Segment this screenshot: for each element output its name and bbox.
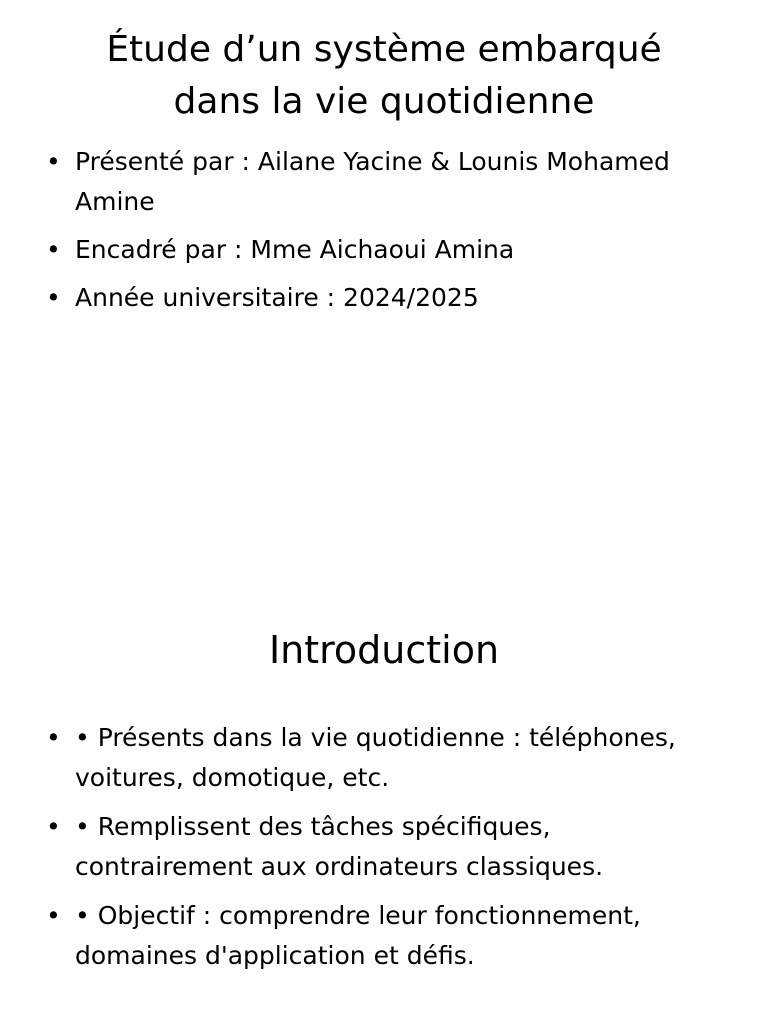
bullet-text-supervisor: Encadré par : Mme Aichaoui Amina (75, 235, 515, 264)
bullet-list (46, 142, 736, 326)
bullet-icon: • (46, 235, 61, 264)
slide-title (0, 24, 768, 128)
list-item (46, 230, 736, 270)
slide-title-line-2: dans la vie quotidienne (173, 81, 595, 122)
list-item (46, 278, 736, 318)
bullet-text: • Remplissent des tâches spécifiques, contrairement aux ordinateurs classiques. (75, 812, 604, 881)
list-item (46, 718, 736, 798)
bullet-text-year: Année universitaire : 2024/2025 (75, 283, 479, 312)
bullet-list (46, 718, 736, 985)
list-item (46, 142, 736, 222)
list-item (46, 896, 736, 976)
bullet-icon: • (46, 723, 61, 752)
slide-title: Introduction (268, 628, 500, 672)
bullet-icon: • (46, 901, 61, 930)
list-item (46, 807, 736, 887)
bullet-text: • Présents dans la vie quotidienne : téléphones, voitures, domotique, etc. (75, 723, 676, 792)
bullet-icon: • (46, 812, 61, 841)
bullet-icon: • (46, 283, 61, 312)
slide-title-line-1: Étude d’un système embarqué (106, 29, 662, 70)
introduction-slide (0, 512, 768, 1024)
bullet-text: • Objectif : comprendre leur fonctionnement, domaines d'application et défis. (75, 901, 641, 970)
bullet-icon: • (46, 147, 61, 176)
bullet-text-presenters: Présenté par : Ailane Yacine & Lounis Mohamed Amine (75, 147, 670, 216)
